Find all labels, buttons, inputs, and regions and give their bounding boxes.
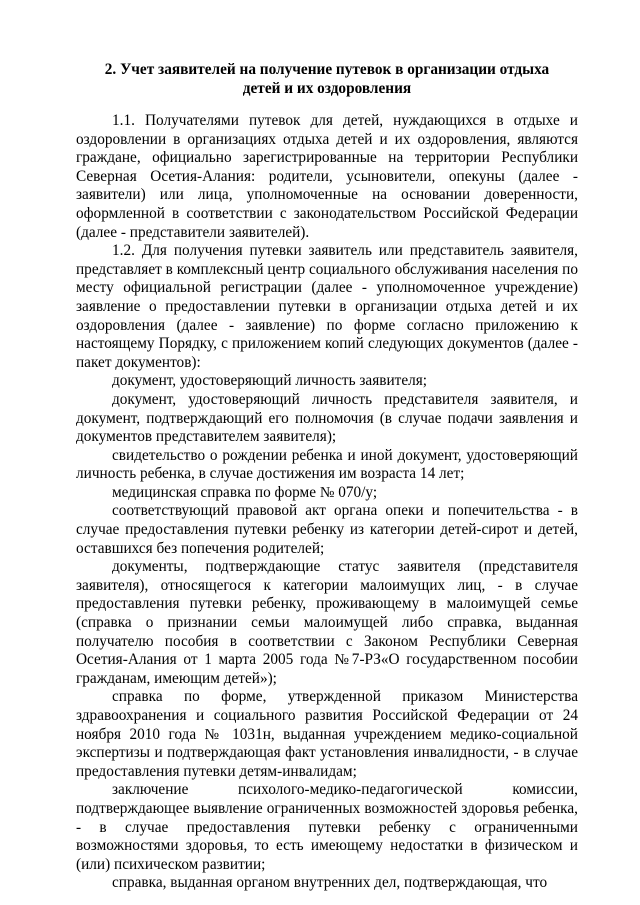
section-title — [76, 60, 578, 98]
list-item-police-certificate: справка, выданная органом внутренних дел, подтверждающая, что — [112, 874, 548, 892]
paragraph-1-1: 1.1. Получателями путевок для детей, нуждающихся в отдыхе и оздоровлении в организациях отдыха детей и их оздоровления, являются граждане, официально зарегистрированные на территории Республики Северная Осетия-Алания: родители, усыновители, опекуны (далее - заявители) или лица, уполномоченные на основании доверенности, оформленной в соответствии с законодательством Российской Федерации (далее - представители заявителей). — [76, 112, 578, 241]
section-title-line-2: детей и их оздоровления — [242, 80, 412, 97]
document-page — [76, 60, 578, 893]
list-item-birth-certificate: свидетельство о рождении ребенка и иной документ, удостоверяющий личность ребенка, в случае достижения им возраста 14 лет; — [76, 446, 578, 483]
section-title-line-1: 2. Учет заявителей на получение путевок в организации отдыха — [104, 61, 550, 78]
list-item-representative-id: документ, удостоверяющий личность представителя заявителя, и документ, подтверждающий его полномочия (в случае подачи заявления и документов представителем заявителя); — [76, 390, 578, 446]
list-item-disability-certificate: справка по форме, утвержденной приказом Министерства здравоохранения и социального развития Российской Федерации от 24 ноября 2010 года № 1031н, выданная учреждением медико-социальной экспертизы и подтверждающая факт установления инвалидности, - в случае предоставления путевки детям-инвалидам; — [76, 688, 578, 780]
list-item-guardianship-act: соответствующий правовой акт органа опеки и попечительства - в случае предоставления путевки ребенку из категории детей-сирот и детей, оставшихся без попечения родителей; — [76, 502, 578, 557]
list-item-pmpk-conclusion: заключение психолого-медико-педагогической комиссии, подтверждающее выявление ограниченных возможностей здоровья ребенка, - в случае предоставления путевки ребенку с ограниченными возможностями здоровья, то есть имеющему недостатки в физическом и (или) психическом развитии; — [76, 781, 578, 873]
list-item-medical-certificate: медицинская справка по форме № 070/у; — [112, 483, 378, 501]
list-item-applicant-id: документ, удостоверяющий личность заявителя; — [112, 372, 428, 390]
paragraph-1-2: 1.2. Для получения путевки заявитель или представитель заявителя, представляет в комплексный центр социального обслуживания населения по месту официальной регистрации (далее - уполномоченное учреждение) заявление о предоставлении путевки в организации отдыха детей и их оздоровления (далее - заявление) по форме согласно приложению к настоящему Порядку, с приложением копий следующих документов (далее - пакет документов): — [76, 242, 578, 371]
list-item-low-income-documents: документы, подтверждающие статус заявителя (представителя заявителя), относящегося к категории малоимущих лиц, - в случае предоставления путевки ребенку, проживающему в малоимущей семье (справка о признании семьи малоимущей либо справка, выданная получателю пособия в соответствии с Законом Республики Северная Осетия-Алания от 1 марта 2005 года №7-РЗ«О государственном пособии гражданам, имеющим детей»); — [76, 558, 578, 687]
